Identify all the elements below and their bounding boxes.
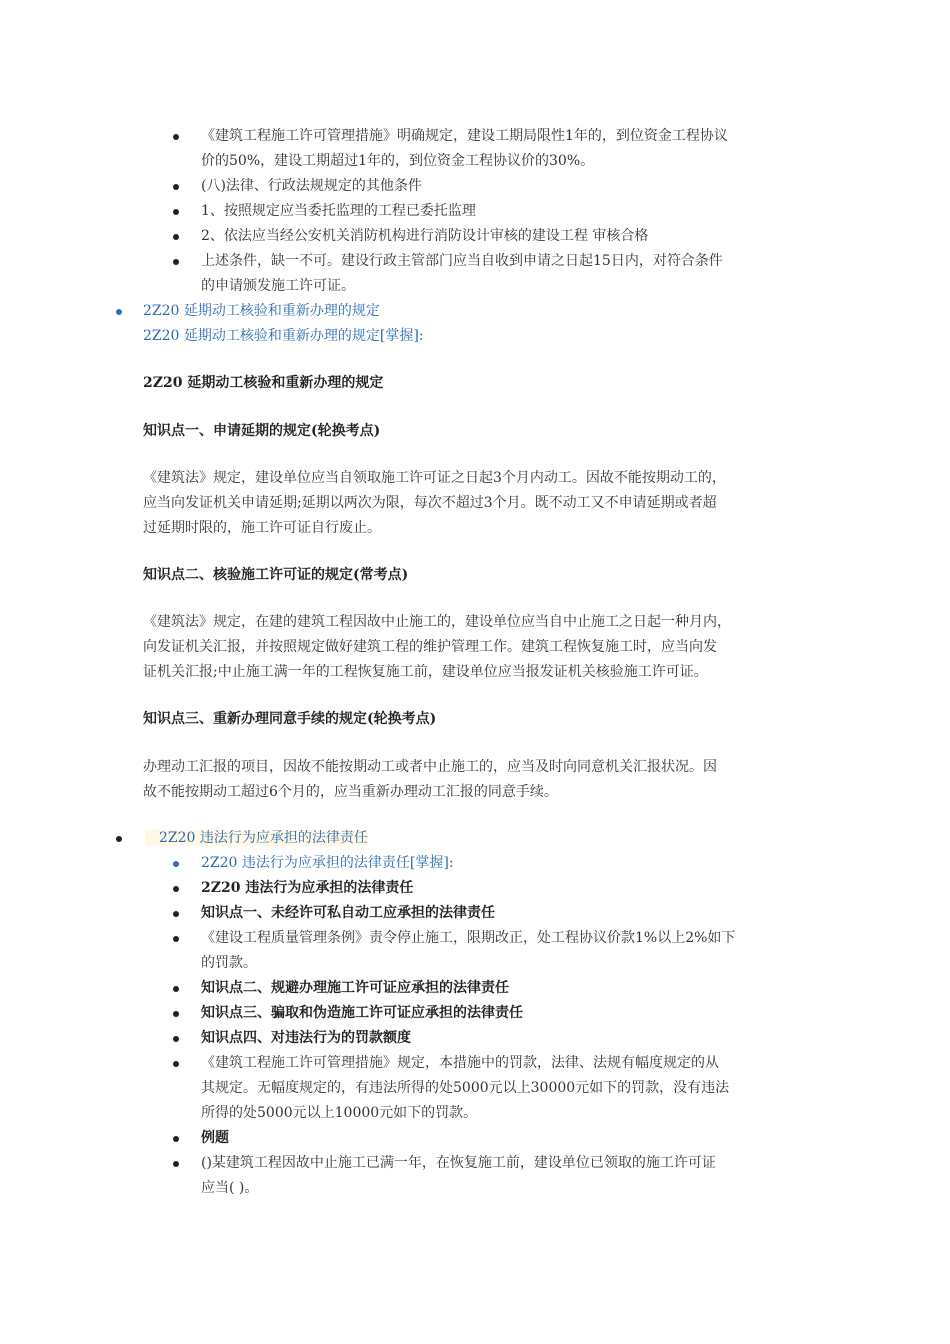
knowledge-point-text [143,610,731,685]
list-item [201,124,728,174]
knowledge-point-title: 知识点二、核验施工许可证的规定(常考点) [143,567,409,583]
list-bullet [173,861,179,867]
list-item-line: 《建筑工程施工许可管理措施》规定，本措施中的罚款，法律、法规有幅度规定的从 [201,1055,719,1071]
paragraph-line: 故不能按期动工超过6个月的，应当重新办理动工汇报的同意手续。 [143,784,558,800]
list-bullet [173,134,179,140]
section-link-liability-master[interactable]: 2Z20 违法行为应承担的法律责任[掌握]: [201,855,454,871]
list-item-line: 上述条件，缺一不可。建设行政主管部门应当自收到申请之日起15日内，对符合条件 [201,253,723,269]
list-bullet [173,911,179,917]
paragraph-line: 办理动工汇报的项目，因故不能按期动工或者中止施工的，应当及时向同意机关汇报状况。因 [143,759,717,775]
example-label: 例题 [201,1130,229,1146]
list-bullet [173,886,179,892]
list-item-line: 所得的处5000元以上10000元如下的罚款。 [201,1105,478,1121]
list-item: 2、依法应当经公安机关消防机构进行消防设计审核的建设工程 审核合格 [201,228,649,244]
paragraph-line: 《建筑法》规定，在建的建筑工程因故中止施工的，建设单位应当自中止施工之日起一种月内， [143,614,731,630]
knowledge-point-title: 知识点三、重新办理同意手续的规定(轮换考点) [143,711,437,727]
list-item [201,249,723,299]
list-item-line: ()某建筑工程因故中止施工已满一年，在恢复施工前，建设单位已领取的施工许可证 [201,1155,716,1171]
list-bullet [173,986,179,992]
list-item-line: 应当( )。 [201,1180,259,1196]
knowledge-point-title: 知识点二、规避办理施工许可证应承担的法律责任 [201,980,509,996]
section-link-label: 2Z20 违法行为应承担的法律责任 [145,830,368,846]
knowledge-point-title: 知识点一、未经许可私自动工应承担的法律责任 [201,905,495,921]
list-bullet [116,836,122,842]
knowledge-point-text [143,466,726,541]
section-link-delay[interactable]: 2Z20 延期动工核验和重新办理的规定 [143,303,380,319]
list-bullet [173,1136,179,1142]
list-bullet [173,1036,179,1042]
list-bullet [116,309,122,315]
paragraph-line: 应当向发证机关申请延期;延期以两次为限，每次不超过3个月。既不动工又不申请延期或者超 [143,495,717,511]
paragraph-line: 向发证机关汇报，并按照规定做好建筑工程的维护管理工作。建筑工程恢复施工时，应当向发 [143,639,717,655]
list-bullet [173,1011,179,1017]
paragraph-line: 《建筑法》规定，建设单位应当自领取施工许可证之日起3个月内动工。因故不能按期动工的， [143,470,726,486]
list-item-line: 的罚款。 [201,955,257,971]
list-bullet [173,184,179,190]
section-heading: 2Z20 违法行为应承担的法律责任 [201,880,414,896]
list-item-line: 的申请颁发施工许可证。 [201,278,355,294]
list-item: 1、按照规定应当委托监理的工程已委托监理 [201,203,476,219]
knowledge-point-title: 知识点一、申请延期的规定(轮换考点) [143,423,381,439]
knowledge-point-title: 知识点三、骗取和伪造施工许可证应承担的法律责任 [201,1005,523,1021]
list-item-line: 其规定。无幅度规定的，有违法所得的处5000元以上30000元如下的罚款，没有违法 [201,1080,730,1096]
list-item-line: 价的50%，建设工期超过1年的，到位资金工程协议价的30%。 [201,153,595,169]
paragraph-line: 证机关汇报;中止施工满一年的工程恢复施工前，建设单位应当报发证机关核验施工许可证。 [143,664,708,680]
list-bullet [173,1161,179,1167]
knowledge-point-title: 知识点四、对违法行为的罚款额度 [201,1030,411,1046]
section-heading: 2Z20 延期动工核验和重新办理的规定 [143,375,384,391]
list-item: (八)法律、行政法规规定的其他条件 [201,178,422,194]
list-bullet [173,936,179,942]
list-bullet [173,259,179,265]
list-bullet [173,209,179,215]
list-bullet [173,234,179,240]
section-link-liability[interactable] [159,826,368,851]
list-item-line: 《建设工程质量管理条例》责令停止施工，限期改正，处工程协议价款1%以上2%如下 [201,930,736,946]
section-link-delay-master[interactable]: 2Z20 延期动工核验和重新办理的规定[掌握]: [143,328,424,344]
list-item-line: 《建筑工程施工许可管理措施》明确规定，建设工期局限性1年的，到位资金工程协议 [201,128,728,144]
list-item [201,1151,716,1201]
paragraph-line: 过延期时限的，施工许可证自行废止。 [143,520,381,536]
list-bullet [173,1061,179,1067]
knowledge-point-text [143,755,717,805]
list-item [201,1051,729,1126]
list-item [201,926,735,976]
